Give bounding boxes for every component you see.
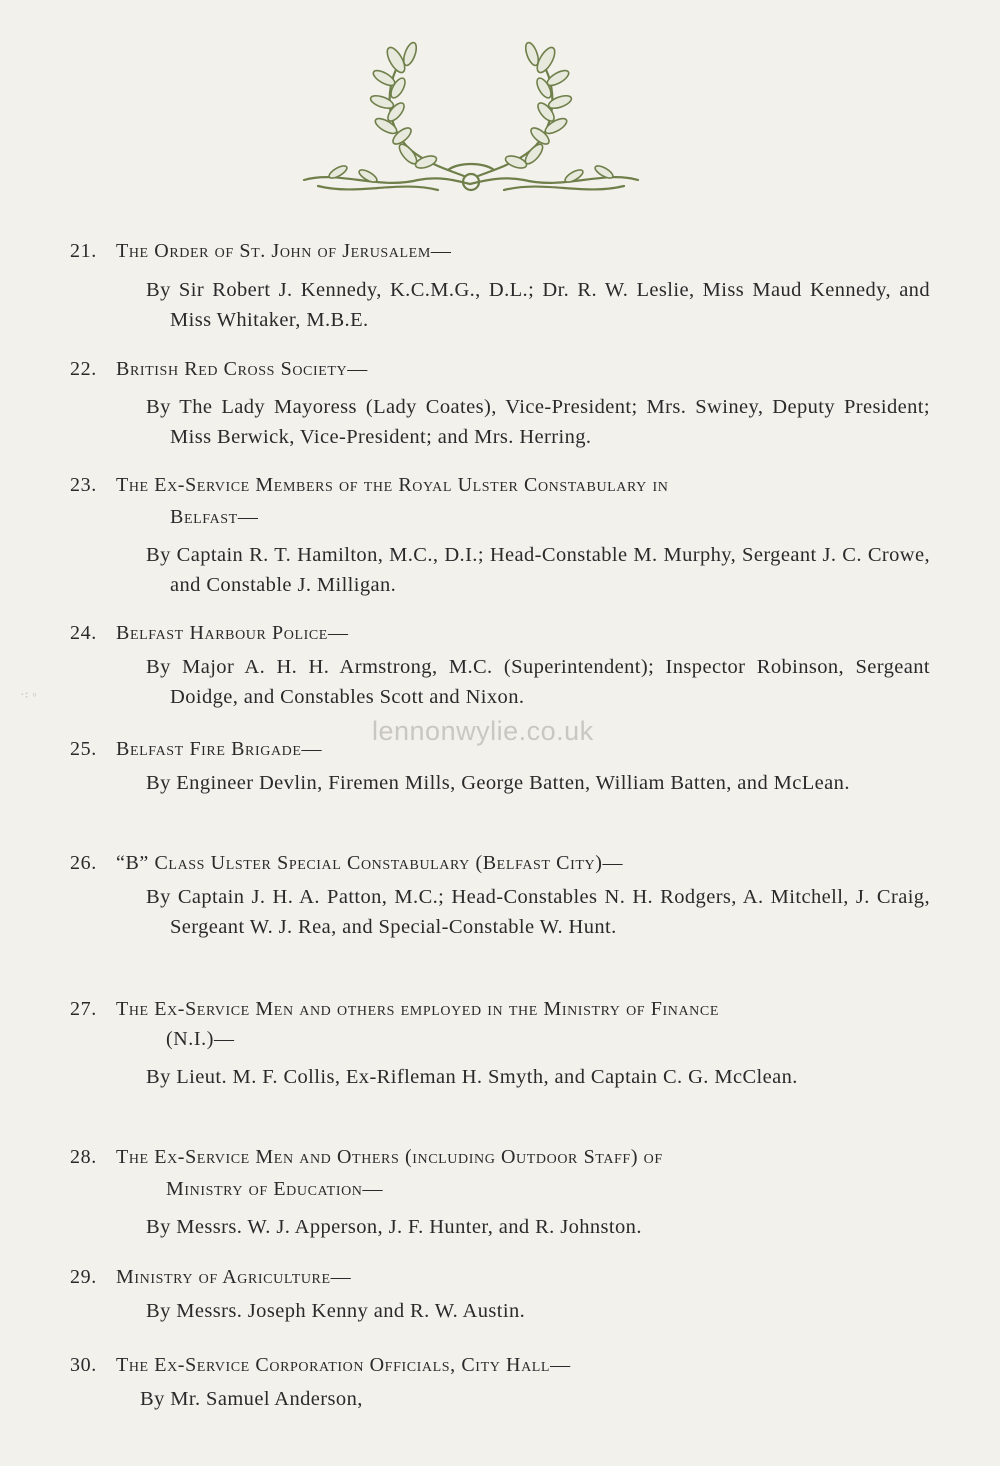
entry-number: 21. — [70, 240, 97, 262]
paper-speck: ·꞉ ◦ — [20, 688, 38, 703]
laurel-wreath-icon — [298, 30, 644, 200]
entry-heading: 21. The Order of St. John of Jerusalem— — [70, 236, 906, 266]
entry-body: By Messrs. W. J. Apperson, J. F. Hunter, and R. Johnston. — [146, 1216, 642, 1238]
entry-number: 26. — [70, 852, 97, 874]
entry-heading: 29. Ministry of Agriculture— — [70, 1262, 906, 1292]
entry-body: By Major A. H. H. Armstrong, M.C. (Superintendent); Inspector Robinson, Sergeant Doidge, and Constables Scott and Nixon. — [146, 656, 930, 708]
entry-heading: 23. The Ex-Service Members of the Royal Ulster Constabulary in — [70, 470, 906, 500]
entry-body: By Lieut. M. F. Collis, Ex-Rifleman H. Smyth, and Captain C. G. McClean. — [146, 1066, 798, 1088]
entry-heading: 30. The Ex-Service Corporation Officials, City Hall— — [70, 1350, 906, 1380]
entry-heading: 26. “B” Class Ulster Special Constabulary (Belfast City)— — [70, 848, 906, 878]
entry-number: 30. — [70, 1354, 97, 1376]
entry-heading: 24. Belfast Harbour Police— — [70, 618, 906, 648]
entry-number: 27. — [70, 998, 97, 1020]
entry-number: 29. — [70, 1266, 97, 1288]
entry-body: By Messrs. Joseph Kenny and R. W. Austin. — [146, 1300, 526, 1322]
watermark: lennonwylie.co.uk — [372, 716, 594, 746]
entry-number: 28. — [70, 1146, 97, 1168]
entry-body: By Engineer Devlin, Firemen Mills, George Batten, William Batten, and McLean. — [146, 772, 850, 794]
entry-heading: 22. British Red Cross Society— — [70, 354, 906, 384]
entry-heading: 28. The Ex-Service Men and Others (including Outdoor Staff) of — [70, 1142, 906, 1172]
entry-heading: 25. Belfast Fire Brigade— — [70, 734, 906, 764]
entry-heading-continued: (N.I.)— — [166, 1028, 235, 1050]
entry-heading-continued: Ministry of Education— — [166, 1178, 384, 1200]
entry-body: By Captain R. T. Hamilton, M.C., D.I.; Head-Constable M. Murphy, Sergeant J. C. Crowe, and Constable J. Milligan. — [146, 544, 930, 596]
entry-body: By Captain J. H. A. Patton, M.C.; Head-Constables N. H. Rodgers, A. Mitchell, J. Craig, Sergeant W. J. Rea, and Special-Constable W. Hunt. — [146, 886, 930, 938]
entry-body: By The Lady Mayoress (Lady Coates), Vice-President; Mrs. Swiney, Deputy President; Miss Berwick, Vice-President; and Mrs. Herring. — [146, 396, 930, 448]
entry-number: 24. — [70, 622, 97, 644]
entry-number: 23. — [70, 474, 97, 496]
entry-body: By Sir Robert J. Kennedy, K.C.M.G., D.L.; Dr. R. W. Leslie, Miss Maud Kennedy, and Miss Whitaker, M.B.E. — [146, 279, 930, 331]
entry-heading: 27. The Ex-Service Men and others employed in the Ministry of Finance — [70, 994, 906, 1024]
entry-heading-continued: Belfast— — [170, 506, 259, 528]
entry-body: By Mr. Samuel Anderson, — [140, 1388, 363, 1410]
entry-number: 25. — [70, 738, 97, 760]
entry-number: 22. — [70, 358, 97, 380]
